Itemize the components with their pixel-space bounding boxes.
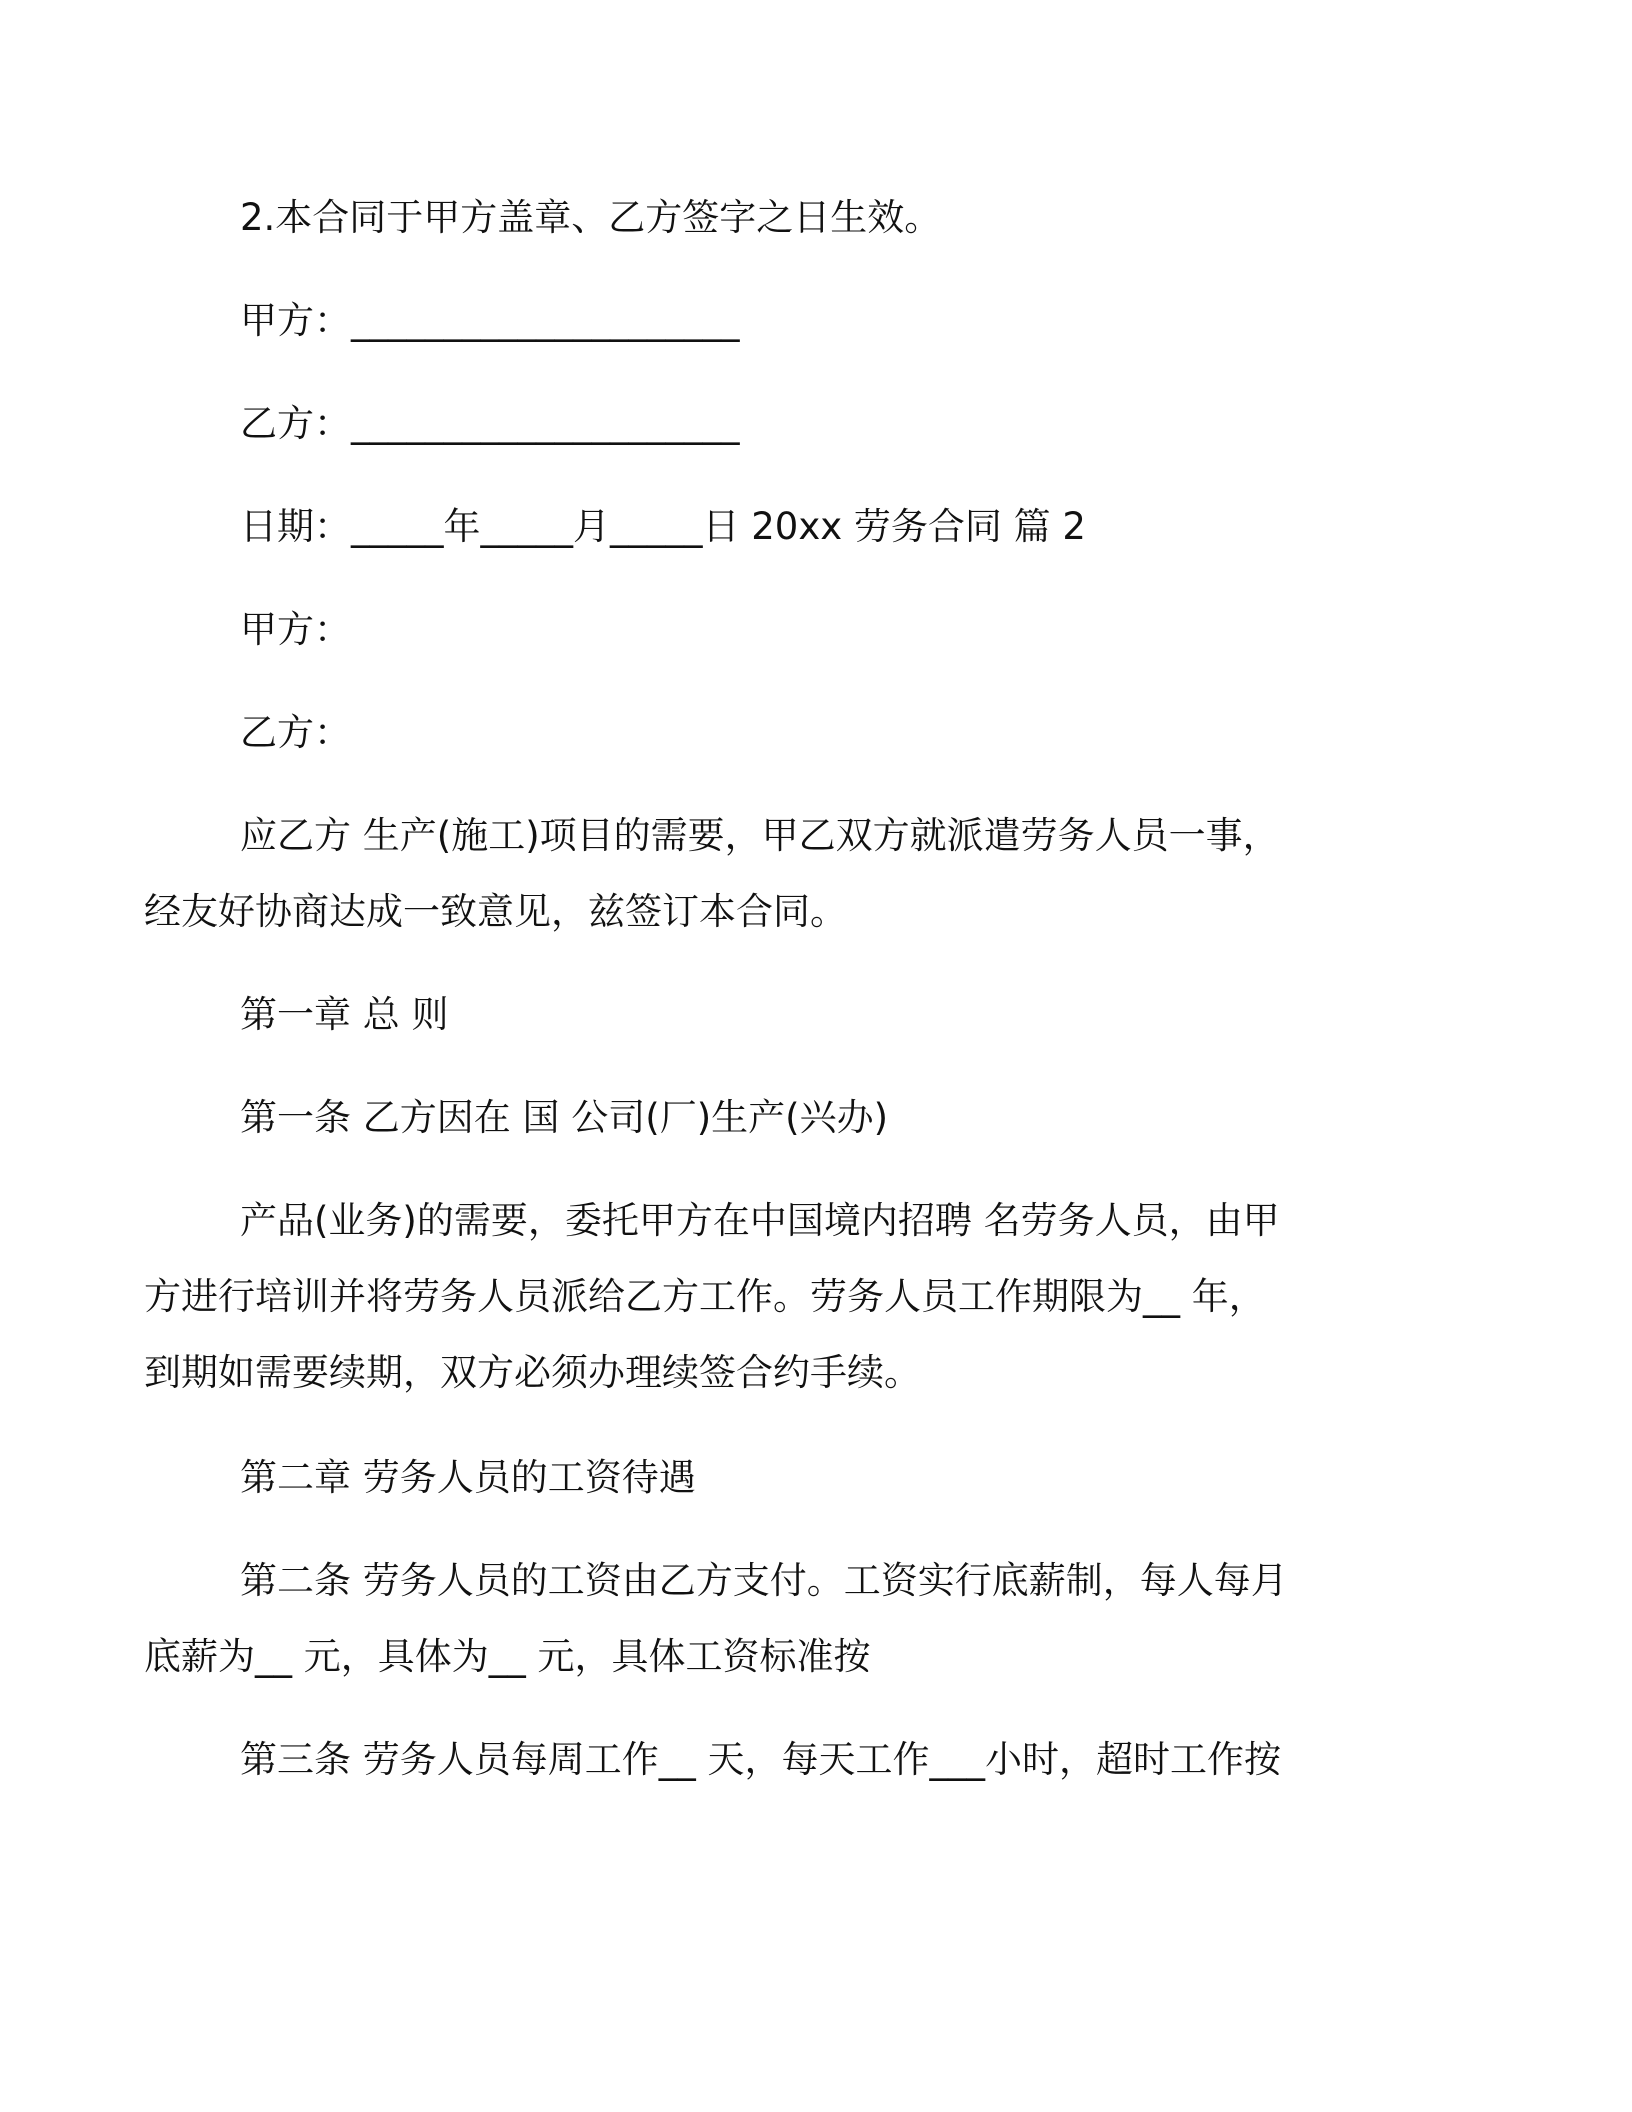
paragraph-article-1 [240,1080,1480,1156]
text-line: 乙方： [240,711,351,754]
text-line: 第二条 劳务人员的工资由乙方支付。工资实行底薪制，每人每月 [240,1559,1288,1602]
text-line: 第三条 劳务人员每周工作__ 天，每天工作___小时，超时工作按 [240,1738,1282,1781]
text-line: 应乙方 生产(施工)项目的需要，甲乙双方就派遣劳务人员一事， [240,814,1280,857]
paragraph-party-b [240,695,1480,771]
heading-chapter-1 [240,977,1480,1053]
paragraph-preamble [144,798,1480,950]
heading-chapter-2 [240,1440,1480,1516]
text-line: 第一条 乙方因在 国 公司(厂)生产(兴办) [240,1096,889,1139]
paragraph-effective-clause [240,180,1480,256]
text-line: 产品(业务)的需要，委托甲方在中国境内招聘 名劳务人员，由甲 [240,1199,1280,1242]
paragraph-party-a [240,592,1480,668]
text-line: 第一章 总 则 [240,993,449,1036]
text-line: 日期：_____年_____月_____日 20xx 劳务合同 篇 2 [240,505,1086,548]
paragraph-article-3 [240,1722,1480,1798]
paragraph-date-and-heading [240,489,1480,565]
paragraph-article-2 [144,1543,1480,1695]
paragraph-party-a-signature [240,283,1480,359]
text-line: 到期如需要续期，双方必须办理续签合约手续。 [144,1351,921,1394]
text-line: 甲方： [240,608,351,651]
text-line: 方进行培训并将劳务人员派给乙方工作。劳务人员工作期限为__ 年， [144,1275,1266,1318]
text-line: 第二章 劳务人员的工资待遇 [240,1456,696,1499]
text-line: 2.本合同于甲方盖章、乙方签字之日生效。 [240,196,942,239]
paragraph-party-b-signature [240,386,1480,462]
text-line: 经友好协商达成一致意见，兹签订本合同。 [144,890,847,933]
paragraph-article-1-detail [144,1183,1480,1411]
text-line: 底薪为__ 元，具体为__ 元，具体工资标准按 [144,1635,871,1678]
text-line: 乙方：_____________________ [240,402,740,445]
text-line: 甲方：_____________________ [240,299,740,342]
